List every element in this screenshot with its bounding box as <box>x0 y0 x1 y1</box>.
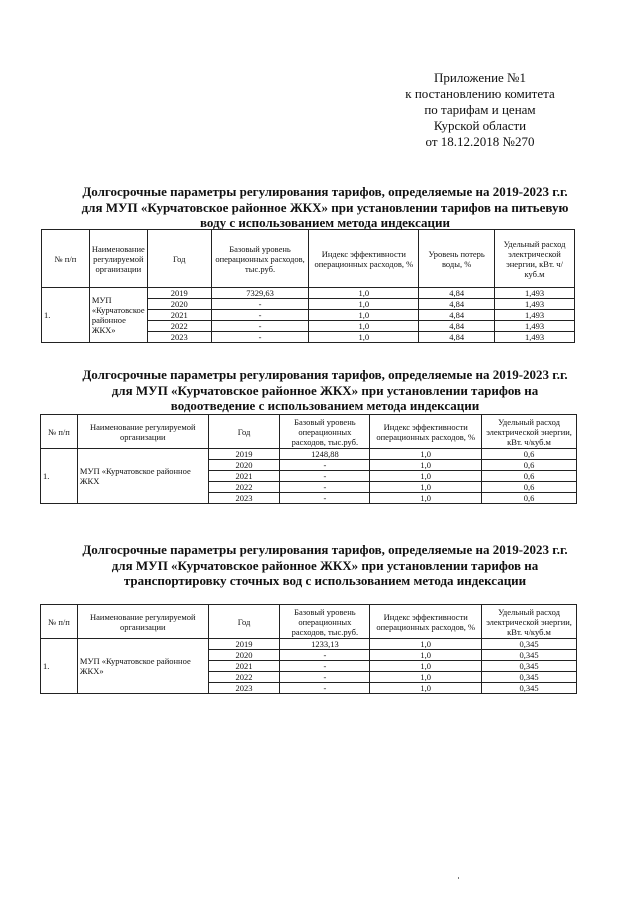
energy-cell: 1,493 <box>495 310 575 321</box>
year-cell: 2023 <box>208 683 280 694</box>
energy-cell: 1,493 <box>495 288 575 299</box>
year-cell: 2019 <box>208 639 280 650</box>
year-cell: 2022 <box>208 482 280 493</box>
col-header: Индекс эффективности операционных расходов, % <box>309 230 419 288</box>
base-cell: - <box>280 471 370 482</box>
table-row <box>41 449 577 460</box>
year-cell: 2022 <box>147 321 211 332</box>
col-header: Базовый уровень операционных расходов, тыс.руб. <box>280 605 370 639</box>
col-header: Год <box>208 415 280 449</box>
col-header: Удельный расход электрической энергии, кВт. ч/куб.м <box>495 230 575 288</box>
loss-cell: 4,84 <box>419 288 495 299</box>
base-cell: - <box>280 672 370 683</box>
year-cell: 2023 <box>147 332 211 343</box>
col-header: № п/п <box>41 415 78 449</box>
energy-cell: 0,345 <box>482 661 577 672</box>
base-cell: - <box>280 493 370 504</box>
base-cell: - <box>280 482 370 493</box>
year-cell: 2021 <box>147 310 211 321</box>
loss-cell: 4,84 <box>419 321 495 332</box>
col-header: Базовый уровень операционных расходов, тыс.руб. <box>280 415 370 449</box>
index-cell: 1,0 <box>309 332 419 343</box>
section-heading-sewage-transport: Долгосрочные параметры регулирования тарифов, определяемые на 2019-2023 г.г. для МУП «Курчатовское районное ЖКХ» при установлении тарифов на транспортировку сточных вод с использованием метода индексации <box>82 542 568 588</box>
base-cell: 7329,63 <box>211 288 309 299</box>
year-cell: 2020 <box>208 650 280 661</box>
row-number: 1. <box>41 449 78 504</box>
col-header: Базовый уровень операционных расходов, тыс.руб. <box>211 230 309 288</box>
section-heading-water: Долгосрочные параметры регулирования тарифов, определяемые на 2019-2023 г.г. для МУП «Курчатовское районное ЖКХ» при установлении тарифов на питьевую воду с использованием метода индексации <box>81 184 569 230</box>
energy-cell: 0,345 <box>482 672 577 683</box>
scan-speck <box>458 877 459 879</box>
index-cell: 1,0 <box>370 493 482 504</box>
table-sewage-transport <box>40 604 577 694</box>
energy-cell: 0,345 <box>482 639 577 650</box>
year-cell: 2019 <box>208 449 280 460</box>
energy-cell: 0,6 <box>482 482 577 493</box>
index-cell: 1,0 <box>370 471 482 482</box>
index-cell: 1,0 <box>309 321 419 332</box>
index-cell: 1,0 <box>309 299 419 310</box>
base-cell: - <box>280 650 370 661</box>
table-wastewater <box>40 414 577 504</box>
energy-cell: 0,6 <box>482 460 577 471</box>
energy-cell: 1,493 <box>495 321 575 332</box>
appendix-date: от 18.12.2018 №270 <box>425 134 535 149</box>
table-row <box>42 288 575 299</box>
appendix-block <box>380 70 580 150</box>
col-header: Индекс эффективности операционных расходов, % <box>370 605 482 639</box>
index-cell: 1,0 <box>370 672 482 683</box>
energy-cell: 0,345 <box>482 650 577 661</box>
base-cell: - <box>280 460 370 471</box>
index-cell: 1,0 <box>370 639 482 650</box>
organization-name: МУП «Курчатовское районное ЖКХ <box>77 449 208 504</box>
col-header: Наименование регулируемой организации <box>77 415 208 449</box>
base-cell: - <box>211 332 309 343</box>
col-header: № п/п <box>42 230 90 288</box>
col-header: Удельный расход электрической энергии, кВт. ч/куб.м <box>482 415 577 449</box>
index-cell: 1,0 <box>370 482 482 493</box>
loss-cell: 4,84 <box>419 332 495 343</box>
index-cell: 1,0 <box>309 310 419 321</box>
year-cell: 2020 <box>208 460 280 471</box>
table-row <box>41 639 577 650</box>
base-cell: - <box>211 299 309 310</box>
col-header: № п/п <box>41 605 78 639</box>
section-heading-wastewater: Долгосрочные параметры регулирования тарифов, определяемые на 2019-2023 г.г. для МУП «Курчатовское районное ЖКХ» при установлении тарифов на водоотведение с использованием метода индексации <box>82 367 568 413</box>
table-water <box>41 229 575 343</box>
base-cell: 1233,13 <box>280 639 370 650</box>
loss-cell: 4,84 <box>419 310 495 321</box>
index-cell: 1,0 <box>370 449 482 460</box>
base-cell: - <box>280 661 370 672</box>
year-cell: 2022 <box>208 672 280 683</box>
col-header: Уровень потерь воды, % <box>419 230 495 288</box>
table-header-row <box>41 415 577 449</box>
index-cell: 1,0 <box>309 288 419 299</box>
base-cell: - <box>280 683 370 694</box>
energy-cell: 0,6 <box>482 449 577 460</box>
base-cell: - <box>211 321 309 332</box>
base-cell: 1248,88 <box>280 449 370 460</box>
index-cell: 1,0 <box>370 661 482 672</box>
year-cell: 2021 <box>208 661 280 672</box>
col-header: Наименование регулируемой организации <box>77 605 208 639</box>
organization-name: МУП «Курчатовское районное ЖКХ» <box>77 639 208 694</box>
row-number: 1. <box>42 288 90 343</box>
index-cell: 1,0 <box>370 460 482 471</box>
year-cell: 2020 <box>147 299 211 310</box>
year-cell: 2021 <box>208 471 280 482</box>
col-header: Наименование регулируемой организации <box>89 230 147 288</box>
appendix-title: Приложение №1 <box>434 70 526 85</box>
appendix-line: к постановлению комитета <box>405 86 555 101</box>
appendix-line: Курской области <box>433 118 527 133</box>
energy-cell: 0,6 <box>482 493 577 504</box>
energy-cell: 0,345 <box>482 683 577 694</box>
base-cell: - <box>211 310 309 321</box>
energy-cell: 1,493 <box>495 299 575 310</box>
index-cell: 1,0 <box>370 683 482 694</box>
energy-cell: 0,6 <box>482 471 577 482</box>
index-cell: 1,0 <box>370 650 482 661</box>
col-header: Удельный расход электрической энергии, кВт. ч/куб.м <box>482 605 577 639</box>
year-cell: 2023 <box>208 493 280 504</box>
row-number: 1. <box>41 639 78 694</box>
energy-cell: 1,493 <box>495 332 575 343</box>
col-header: Год <box>147 230 211 288</box>
organization-name: МУП «Курчатовское районное ЖКХ» <box>89 288 147 343</box>
appendix-line: по тарифам и ценам <box>424 102 536 117</box>
col-header: Индекс эффективности операционных расходов, % <box>370 415 482 449</box>
col-header: Год <box>208 605 280 639</box>
year-cell: 2019 <box>147 288 211 299</box>
loss-cell: 4,84 <box>419 299 495 310</box>
table-header-row <box>42 230 575 288</box>
table-header-row <box>41 605 577 639</box>
